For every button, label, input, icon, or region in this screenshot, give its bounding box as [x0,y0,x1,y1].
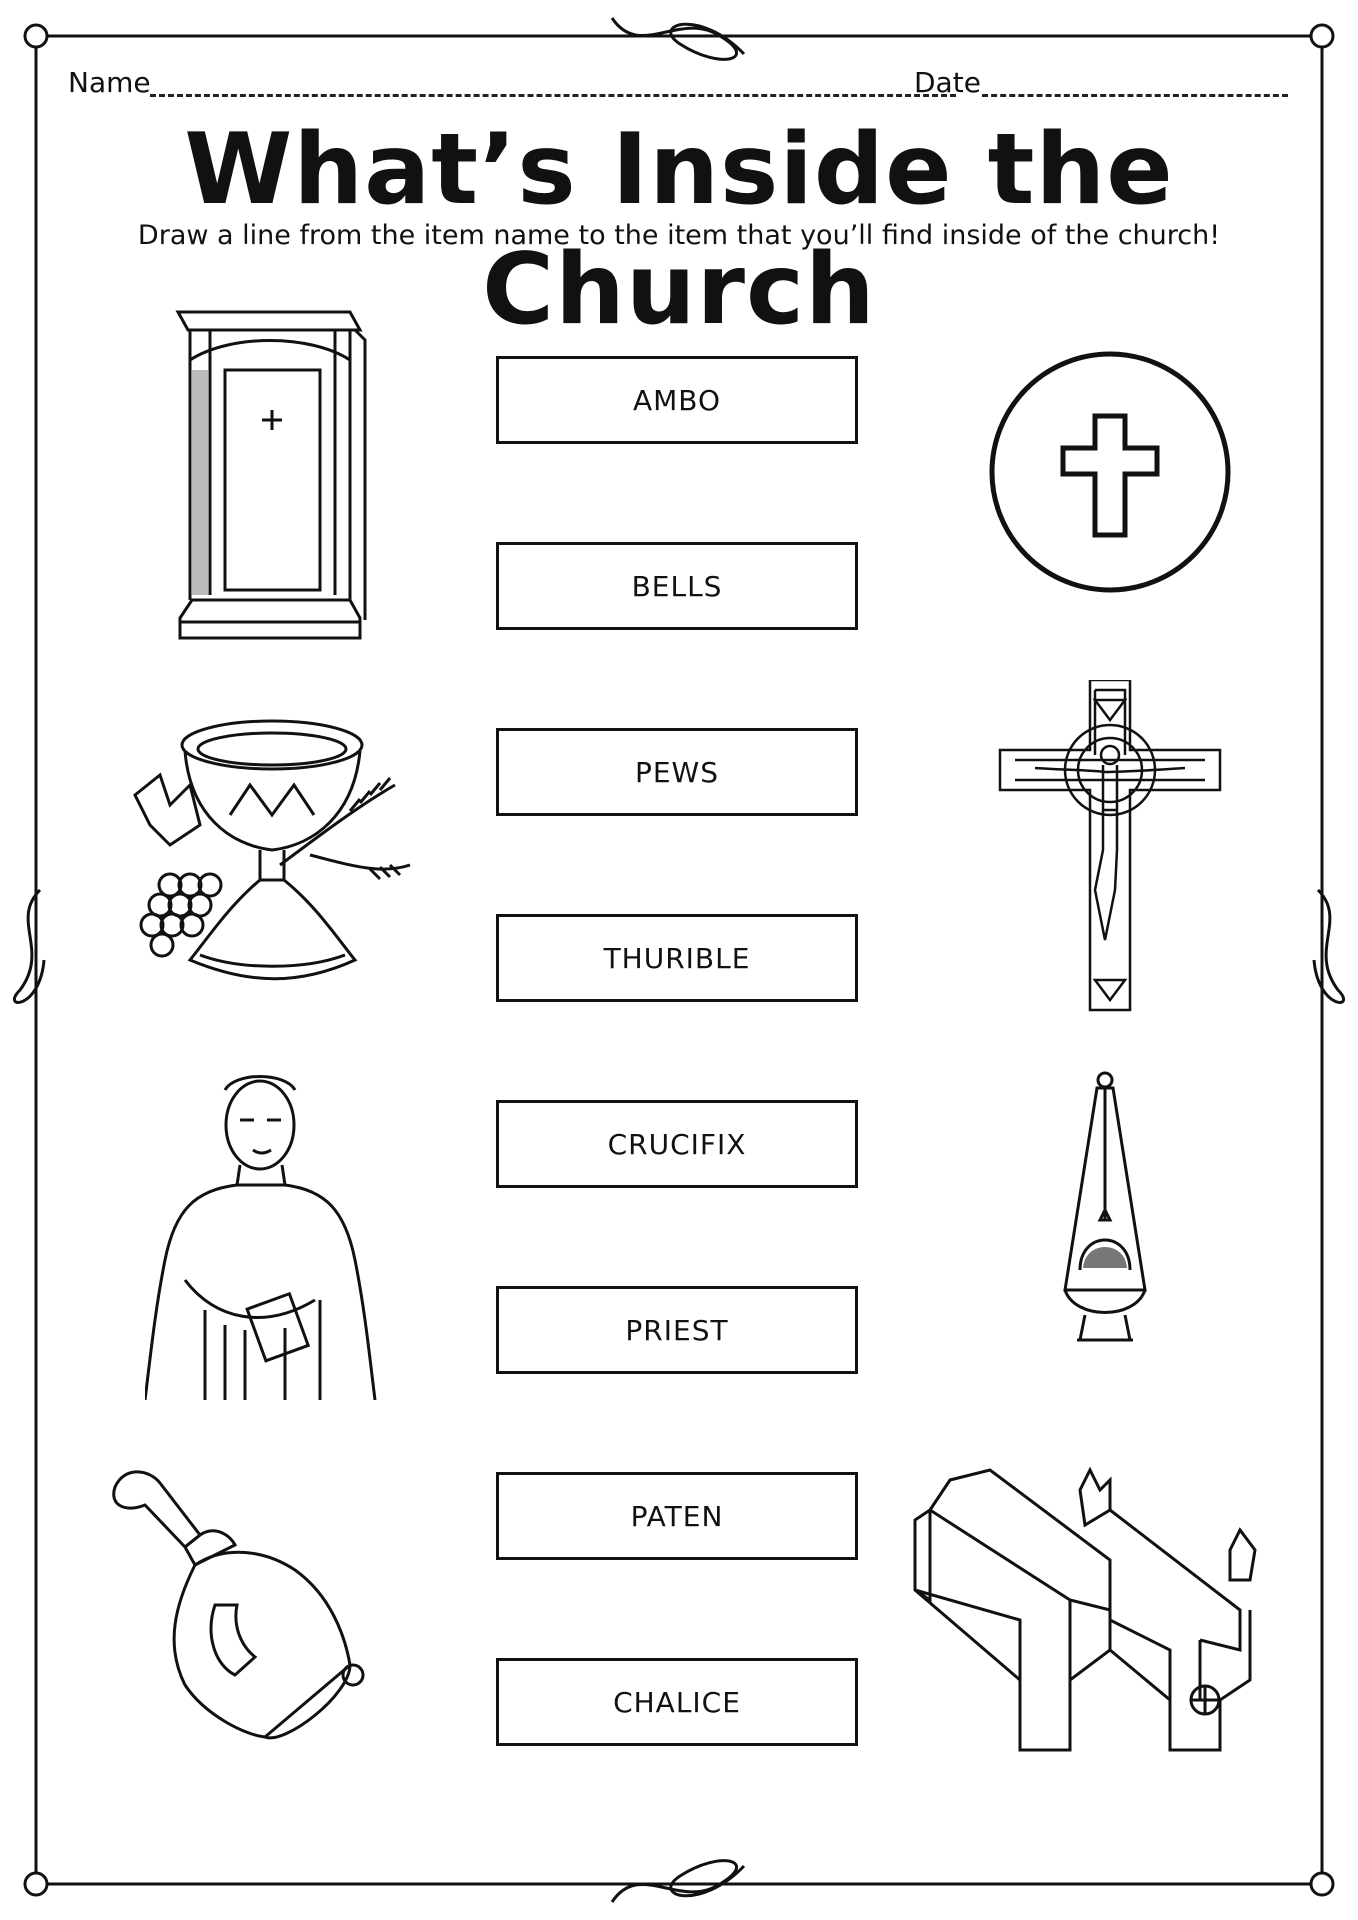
chalice-illustration[interactable] [130,715,415,985]
date-label: Date [914,66,981,99]
paten-illustration[interactable] [985,350,1235,600]
word-box-priest[interactable]: PRIEST [496,1286,858,1374]
word-box-thurible[interactable]: THURIBLE [496,914,858,1002]
pews-illustration[interactable] [910,1450,1280,1760]
name-field[interactable] [150,94,956,97]
thurible-illustration[interactable] [1055,1070,1165,1370]
bell-illustration[interactable] [105,1465,390,1755]
date-field[interactable] [982,94,1288,97]
word-box-crucifix[interactable]: CRUCIFIX [496,1100,858,1188]
crucifix-illustration[interactable] [995,680,1225,1020]
priest-illustration[interactable] [145,1070,395,1400]
word-box-ambo[interactable]: AMBO [496,356,858,444]
header-row [68,62,1290,102]
page-title: What’s Inside the Church [184,113,1174,347]
ambo-illustration[interactable] [170,300,370,650]
word-box-chalice[interactable]: CHALICE [496,1658,858,1746]
word-box-paten[interactable]: PATEN [496,1472,858,1560]
instructions: Draw a line from the item name to the item that you’ll find inside of the church! [137,220,1221,251]
word-box-pews[interactable]: PEWS [496,728,858,816]
word-box-bells[interactable]: BELLS [496,542,858,630]
name-label: Name [68,66,151,99]
